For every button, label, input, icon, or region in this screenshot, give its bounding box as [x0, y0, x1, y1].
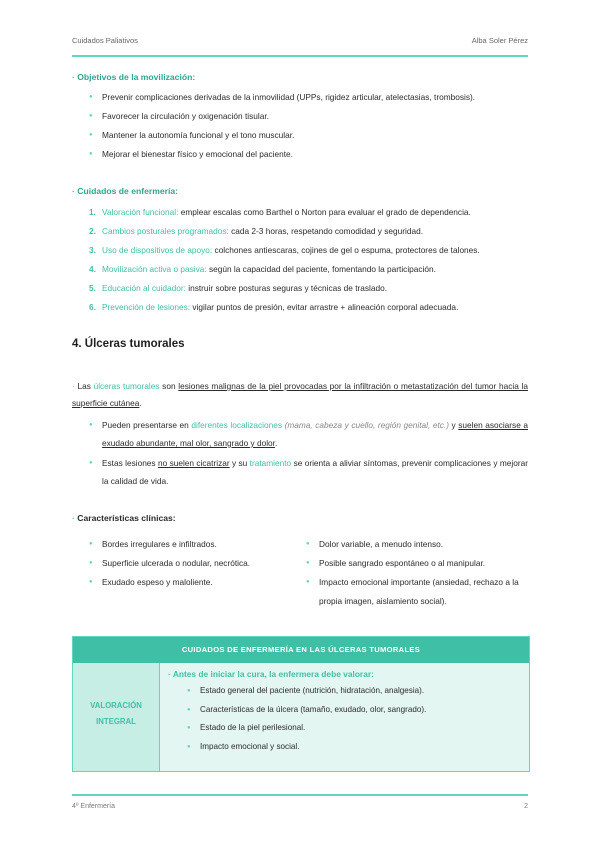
list-item: ● Mejorar el bienestar físico y emocional del paciente. [72, 145, 528, 164]
movilizacion-list [72, 88, 528, 164]
list-item: ● Impacto emocional importante (ansiedad, rechazo a la propia imagen, aislamiento social). [289, 573, 528, 611]
section-heading: 4. Úlceras tumorales [72, 338, 185, 350]
cuidados-list [72, 203, 528, 317]
list-item: 1. Valoración funcional: emplear escalas como Barthel o Norton para evaluar el grado de dependencia. [89, 207, 471, 217]
page-number: 2 [524, 803, 528, 810]
clinicas-right [289, 535, 528, 611]
list-item: 2. Cambios posturales programados: cada 2-3 horas, respetando comodidad y seguridad. [89, 226, 424, 236]
list-item: ● Exudado espeso y maloliente. [72, 573, 282, 592]
list-item: ● Estas lesiones no suelen cicatrizar y su tratamiento se orienta a aliviar síntomas, prevenir complicaciones y mejorar la calidad de vida. [72, 454, 528, 490]
list-item: ● Estado de la piel perilesional. [170, 719, 529, 738]
table-cell [160, 663, 529, 771]
header-author: Alba Soler Pérez [471, 36, 528, 45]
list-item: 5. Educación al cuidador: instruir sobre posturas seguras y técnicas de traslado. [89, 283, 388, 293]
header-rule [72, 55, 528, 57]
list-item: ● Impacto emocional y social. [170, 738, 529, 757]
intro-paragraph: · Las úlceras tumorales son lesiones malignas de la piel provocadas por la infiltración o metastatización del tumor hacia la superficie cutánea. [72, 381, 529, 408]
clinicas-left [72, 535, 282, 592]
footer-rule [72, 794, 528, 796]
list-item: ● Pueden presentarse en diferentes localizaciones (mama, cabeza y cuello, región genital, etc.) y suelen asociarse a exudado abundante, mal olor, sangrado y dolor. [72, 416, 528, 452]
list-item: ● Bordes irregulares e infiltrados. [72, 535, 282, 554]
list-item: 4. Movilización activa o pasiva: según la capacidad del paciente, fomentando la participación. [89, 264, 436, 274]
table-header: CUIDADOS DE ENFERMERÍA EN LAS ÚLCERAS TUMORALES [73, 637, 529, 663]
list-item: 6. Prevención de lesiones: vigilar puntos de presión, evitar arrastre + alineación corporal adecuada. [89, 302, 459, 312]
cuidados-table [72, 636, 530, 772]
clinicas-title: · Características clínicas: [72, 513, 176, 523]
table-row-label: VALORACIÓN INTEGRAL [73, 663, 160, 771]
list-item: ● Prevenir complicaciones derivadas de la inmovilidad (UPPs, rigidez articular, atelectasias, trombosis). [72, 88, 528, 107]
list-item: 3. Uso de dispositivos de apoyo: colchones antiescaras, cojines de gel o espuma, protectores de talones. [89, 245, 480, 255]
list-item: ● Favorecer la circulación y oxigenación tisular. [72, 107, 528, 126]
intro-bullets [72, 416, 528, 490]
movilizacion-title: · Objetivos de la movilización: [72, 72, 196, 82]
cuidados-section [72, 186, 528, 317]
cuidados-title: · Cuidados de enfermería: [72, 186, 179, 196]
table-intro: · Antes de iniciar la cura, la enfermera debe valorar: [168, 669, 374, 679]
header-course: Cuidados Paliativos [72, 36, 138, 45]
list-item: ● Estado general del paciente (nutrición, hidratación, analgesia). [170, 682, 529, 701]
list-item: ● Superficie ulcerada o nodular, necrótica. [72, 554, 282, 573]
list-item: ● Características de la úlcera (tamaño, exudado, olor, sangrado). [170, 701, 529, 720]
list-item: ● Mantener la autonomía funcional y el tono muscular. [72, 126, 528, 145]
list-item: ● Posible sangrado espontáneo o al manipular. [289, 554, 528, 573]
footer-course: 4º Enfermería [72, 803, 116, 810]
movilizacion-section [72, 72, 528, 164]
list-item: ● Dolor variable, a menudo intenso. [289, 535, 528, 554]
